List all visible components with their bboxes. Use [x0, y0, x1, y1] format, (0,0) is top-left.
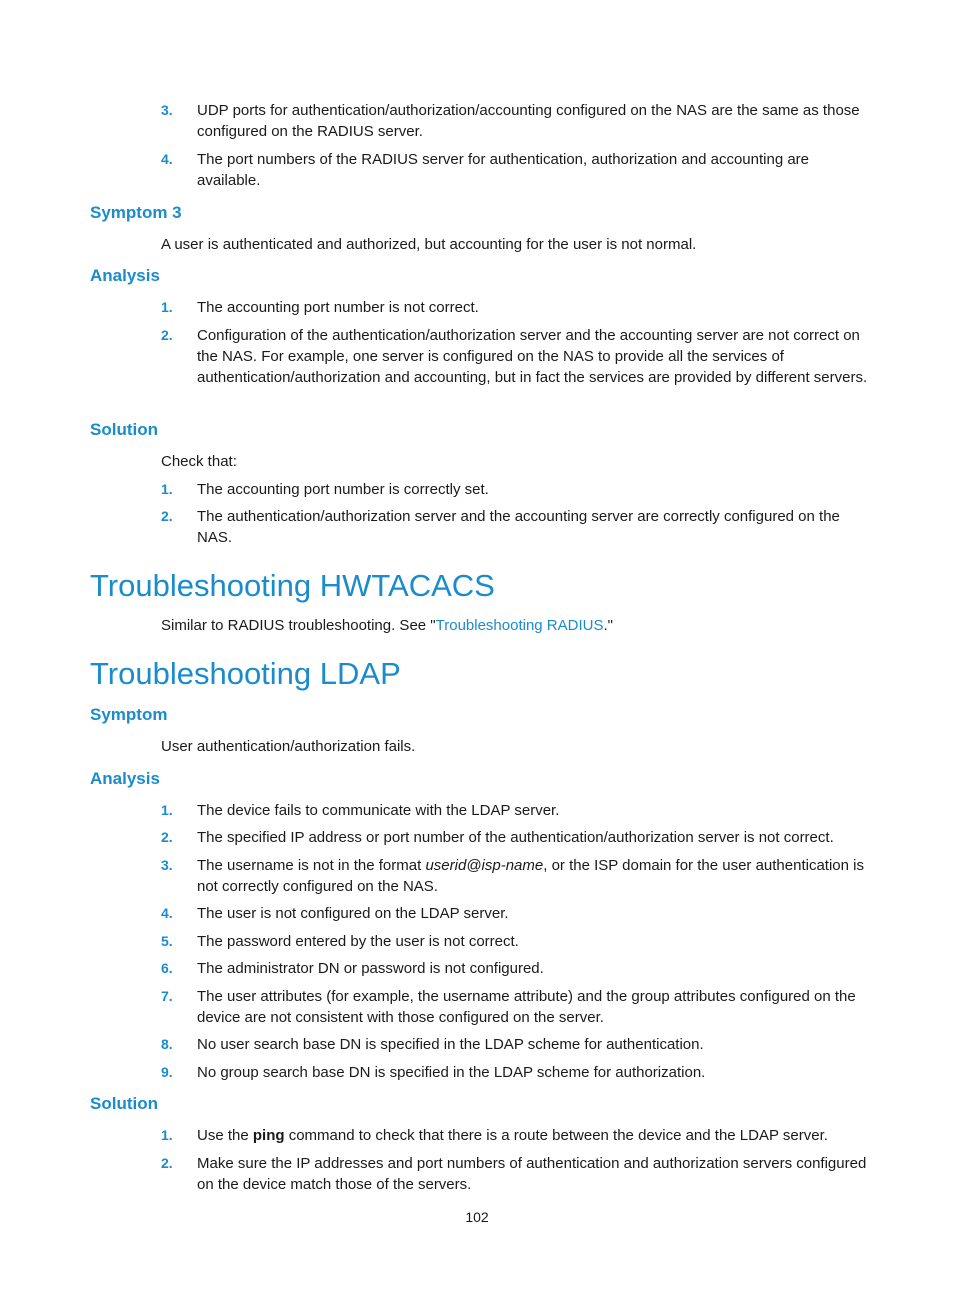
list-item-text: No user search base DN is specified in the LDAP scheme for authentication.	[197, 1036, 704, 1053]
section-heading-analysis: Analysis	[90, 266, 160, 285]
list-item-text-part: Use the	[197, 1127, 253, 1144]
solution-intro: Check that:	[161, 453, 237, 470]
list-number: 3.	[161, 102, 173, 118]
list-item-text	[197, 1125, 869, 1146]
section-heading-symptom: Symptom	[90, 705, 168, 724]
list-number: 3.	[161, 857, 173, 873]
section-heading-symptom-3: Symptom 3	[90, 203, 182, 222]
list-item-text: The device fails to communicate with the LDAP server.	[197, 802, 560, 819]
username-format: userid@isp-name	[425, 857, 544, 874]
list-number: 5.	[161, 933, 173, 949]
list-item-text: The password entered by the user is not correct.	[197, 933, 519, 950]
list-item-text: The accounting port number is not correct.	[197, 299, 479, 316]
list-number: 8.	[161, 1036, 173, 1052]
list-number: 9.	[161, 1064, 173, 1080]
section-heading-solution: Solution	[90, 1094, 158, 1113]
list-number: 2.	[161, 829, 173, 845]
list-number: 7.	[161, 988, 173, 1004]
list-item-text: UDP ports for authentication/authorization/accounting configured on the NAS are the same as those configured on the RADIUS server.	[197, 102, 860, 140]
list-number: 4.	[161, 151, 173, 167]
list-item-text: The specified IP address or port number of the authentication/authorization server is not correct.	[197, 829, 834, 846]
list-item-text: The administrator DN or password is not configured.	[197, 960, 544, 977]
list-item-text-part: The username is not in the format	[197, 857, 426, 874]
list-number: 1.	[161, 299, 173, 315]
list-number: 4.	[161, 905, 173, 921]
list-number: 1.	[161, 481, 173, 497]
list-item-text: Make sure the IP addresses and port numbers of authentication and authorization servers configured on the device match those of the servers.	[197, 1155, 867, 1193]
list-item-text-part: , or the ISP domain for the user authentication is not correctly configured on the NAS.	[197, 857, 864, 895]
ldap-symptom-text: User authentication/authorization fails.	[161, 738, 416, 755]
list-item-text: Configuration of the authentication/authorization server and the accounting server are not correct on the NAS. For example, one server is configured on the NAS to provide all the services of authentication/authorization and accounting, but in fact the services are provided by different servers.	[197, 327, 868, 386]
list-item-text: The accounting port number is correctly set.	[197, 481, 489, 498]
list-item-text: The authentication/authorization server and the accounting server are correctly configured on the NAS.	[197, 508, 840, 546]
ping-command: ping	[252, 1127, 285, 1144]
list-item-text: No group search base DN is specified in the LDAP scheme for authorization.	[197, 1064, 706, 1081]
list-item-text	[197, 855, 869, 897]
hwtacacs-text	[161, 615, 869, 636]
list-number: 6.	[161, 960, 173, 976]
chapter-title-ldap: Troubleshooting LDAP	[90, 656, 401, 691]
hwtacacs-text-before: Similar to RADIUS troubleshooting. See "	[161, 617, 436, 634]
symptom-3-text: A user is authenticated and authorized, but accounting for the user is not normal.	[161, 236, 697, 253]
list-item-text: The port numbers of the RADIUS server for authentication, authorization and accounting are available.	[197, 151, 810, 189]
list-number: 2.	[161, 508, 173, 524]
section-heading-analysis: Analysis	[90, 769, 160, 788]
list-number: 1.	[161, 802, 173, 818]
chapter-title-hwtacacs: Troubleshooting HWTACACS	[90, 568, 495, 603]
list-item-text: The user is not configured on the LDAP server.	[197, 905, 509, 922]
list-number: 2.	[161, 1155, 173, 1171]
section-heading-solution: Solution	[90, 420, 158, 439]
troubleshooting-radius-link[interactable]: Troubleshooting RADIUS	[435, 617, 604, 634]
list-number: 1.	[161, 1127, 173, 1143]
list-number: 2.	[161, 327, 173, 343]
list-item-text: The user attributes (for example, the username attribute) and the group attributes configured on the device are not consistent with those configured on the server.	[197, 988, 856, 1026]
hwtacacs-text-after: ."	[603, 617, 613, 634]
page-number: 102	[465, 1209, 489, 1225]
list-item-text-part: command to check that there is a route between the device and the LDAP server.	[284, 1127, 828, 1144]
